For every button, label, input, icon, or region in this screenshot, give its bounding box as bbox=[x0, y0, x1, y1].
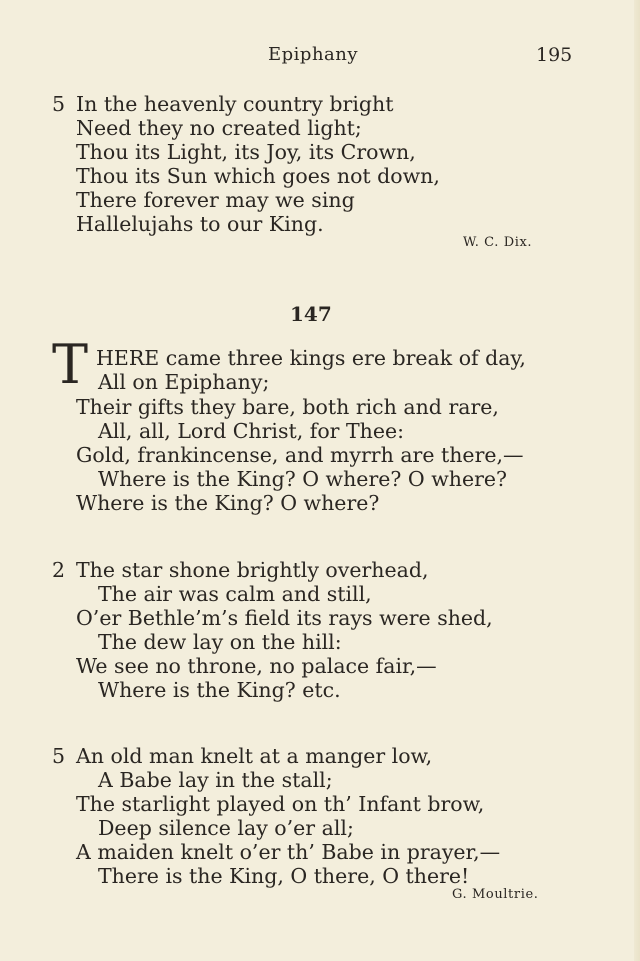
verse-line: Gold, frankincense, and myrrh are there,— bbox=[76, 443, 524, 467]
page-edge bbox=[634, 0, 640, 961]
verse-line: A Babe lay in the stall; bbox=[98, 768, 333, 792]
verse-line: Need they no created light; bbox=[76, 116, 362, 140]
stanza-number: 5 bbox=[52, 92, 66, 116]
verse-line: All, all, Lord Christ, for Thee: bbox=[98, 419, 405, 443]
verse-line: There forever may we sing bbox=[76, 188, 355, 212]
author-attribution: W. C. Dix. bbox=[463, 235, 533, 250]
verse-line: The star shone brightly overhead, bbox=[76, 558, 429, 582]
verse-line: HERE came three kings ere break of day, bbox=[96, 346, 526, 370]
verse-line: Where is the King? etc. bbox=[98, 678, 341, 702]
verse-line: There is the King, O there, O there! bbox=[98, 864, 470, 888]
verse-line: A maiden knelt o’er th’ Babe in prayer,— bbox=[76, 840, 501, 864]
verse-line: Thou its Light, its Joy, its Crown, bbox=[76, 140, 416, 164]
verse-line: In the heavenly country bright bbox=[76, 92, 394, 116]
stanza-number: 2 bbox=[52, 558, 66, 582]
verse-line: Where is the King? O where? O where? bbox=[98, 467, 508, 491]
hymn-number: 147 bbox=[290, 302, 332, 326]
verse-line: Thou its Sun which goes not down, bbox=[76, 164, 440, 188]
verse-line: The starlight played on th’ Infant brow, bbox=[76, 792, 485, 816]
author-attribution: G. Moultrie. bbox=[452, 887, 539, 902]
page-number: 195 bbox=[536, 44, 573, 66]
verse-line: Deep silence lay o’er all; bbox=[98, 816, 354, 840]
verse-line: The air was calm and still, bbox=[98, 582, 372, 606]
verse-line: Where is the King? O where? bbox=[76, 491, 380, 515]
verse-line: The dew lay on the hill: bbox=[98, 630, 342, 654]
verse-line: We see no throne, no palace fair,— bbox=[76, 654, 437, 678]
verse-line: All on Epiphany; bbox=[98, 370, 270, 394]
stanza-number: 5 bbox=[52, 744, 66, 768]
verse-line: Their gifts they bare, both rich and rare, bbox=[76, 395, 499, 419]
verse-line: O’er Bethle’m’s field its rays were shed, bbox=[76, 606, 493, 630]
drop-cap: T bbox=[52, 333, 89, 396]
running-header-title: Epiphany bbox=[268, 44, 359, 65]
verse-line: An old man knelt at a manger low, bbox=[76, 744, 433, 768]
verse-line: Hallelujahs to our King. bbox=[76, 212, 324, 236]
